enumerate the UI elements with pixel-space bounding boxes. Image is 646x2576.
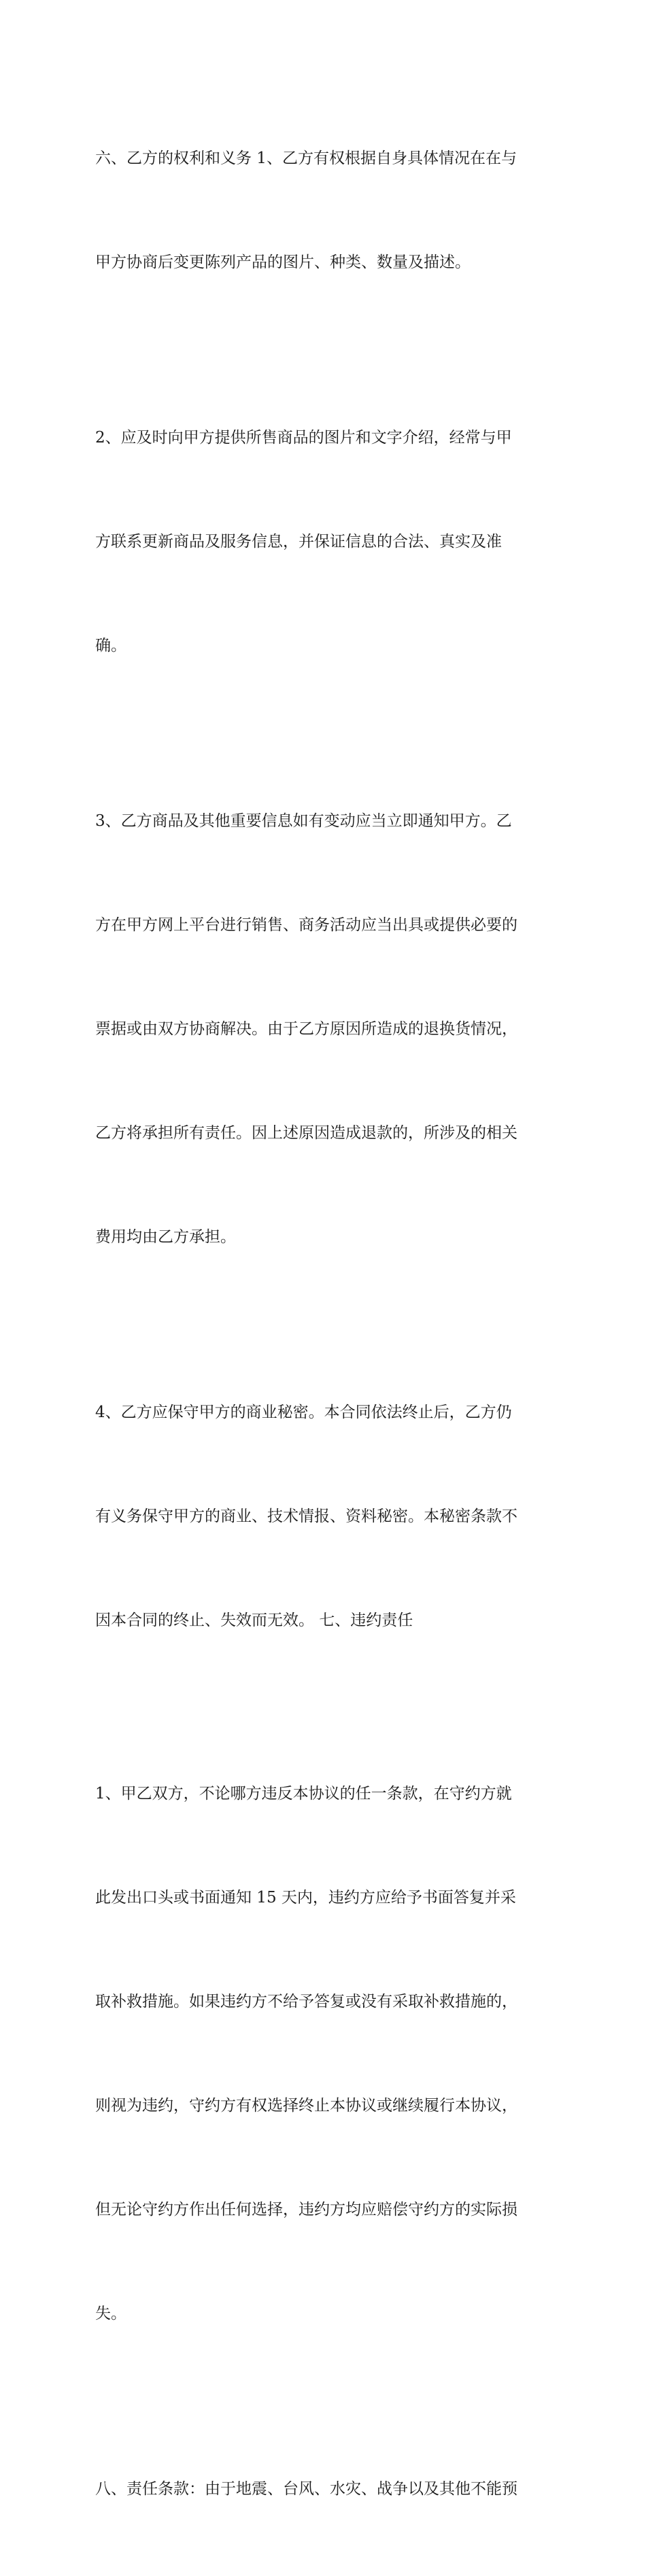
text-line: 1、甲乙双方，不论哪方违反本协议的任一条款，在守约方就 xyxy=(95,1785,512,1803)
text-line: 费用均由乙方承担。 xyxy=(95,1228,236,1246)
contract-body xyxy=(95,72,558,2576)
text-line: 但无论守约方作出任何选择，违约方均应赔偿守约方的实际损 xyxy=(95,2201,517,2218)
text-line: 甲方协商后变更陈列产品的图片、种类、数量及描述。 xyxy=(95,254,471,271)
text-line: 六、乙方的权利和义务 1、乙方有权根据自身具体情况在在与 xyxy=(95,150,517,167)
paragraph-clause-2 xyxy=(95,351,558,733)
paragraph-liability-clause xyxy=(95,2403,558,2576)
text-line: 取补救措施。如果违约方不给予答复或没有采取补救措施的， xyxy=(95,1993,517,2011)
paragraph-clause-4 xyxy=(95,1326,558,1707)
paragraph-breach-clause-1 xyxy=(95,1707,558,2401)
paragraph-clause-3 xyxy=(95,735,558,1324)
paragraph-party-b-rights xyxy=(95,72,558,349)
text-line: 2、应及时向甲方提供所售商品的图片和文字介绍，经常与甲 xyxy=(95,429,512,447)
text-line: 八、责任条款：由于地震、台风、水灾、战争以及其他不能预 xyxy=(95,2480,517,2498)
text-line: 失。 xyxy=(95,2305,126,2322)
text-line: 4、乙方应保守甲方的商业秘密。本合同依法终止后，乙方仍 xyxy=(95,1404,512,1421)
text-line: 方联系更新商品及服务信息，并保证信息的合法、真实及准 xyxy=(95,533,502,551)
text-line: 有义务保守甲方的商业、技术情报、资料秘密。本秘密条款不 xyxy=(95,1508,517,1525)
text-line: 则视为违约，守约方有权选择终止本协议或继续履行本协议， xyxy=(95,2097,517,2114)
text-line: 确。 xyxy=(95,637,126,655)
text-line: 票据或由双方协商解决。由于乙方原因所造成的退换货情况， xyxy=(95,1020,517,1038)
text-line: 乙方将承担所有责任。因上述原因造成退款的，所涉及的相关 xyxy=(95,1124,517,1142)
text-line: 方在甲方网上平台进行销售、商务活动应当出具或提供必要的 xyxy=(95,916,517,934)
text-line: 此发出口头或书面通知 15 天内，违约方应给予书面答复并采 xyxy=(95,1889,516,1907)
text-line: 3、乙方商品及其他重要信息如有变动应当立即通知甲方。乙 xyxy=(95,812,512,830)
text-line: 因本合同的终止、失效而无效。 七、违约责任 xyxy=(95,1612,413,1629)
